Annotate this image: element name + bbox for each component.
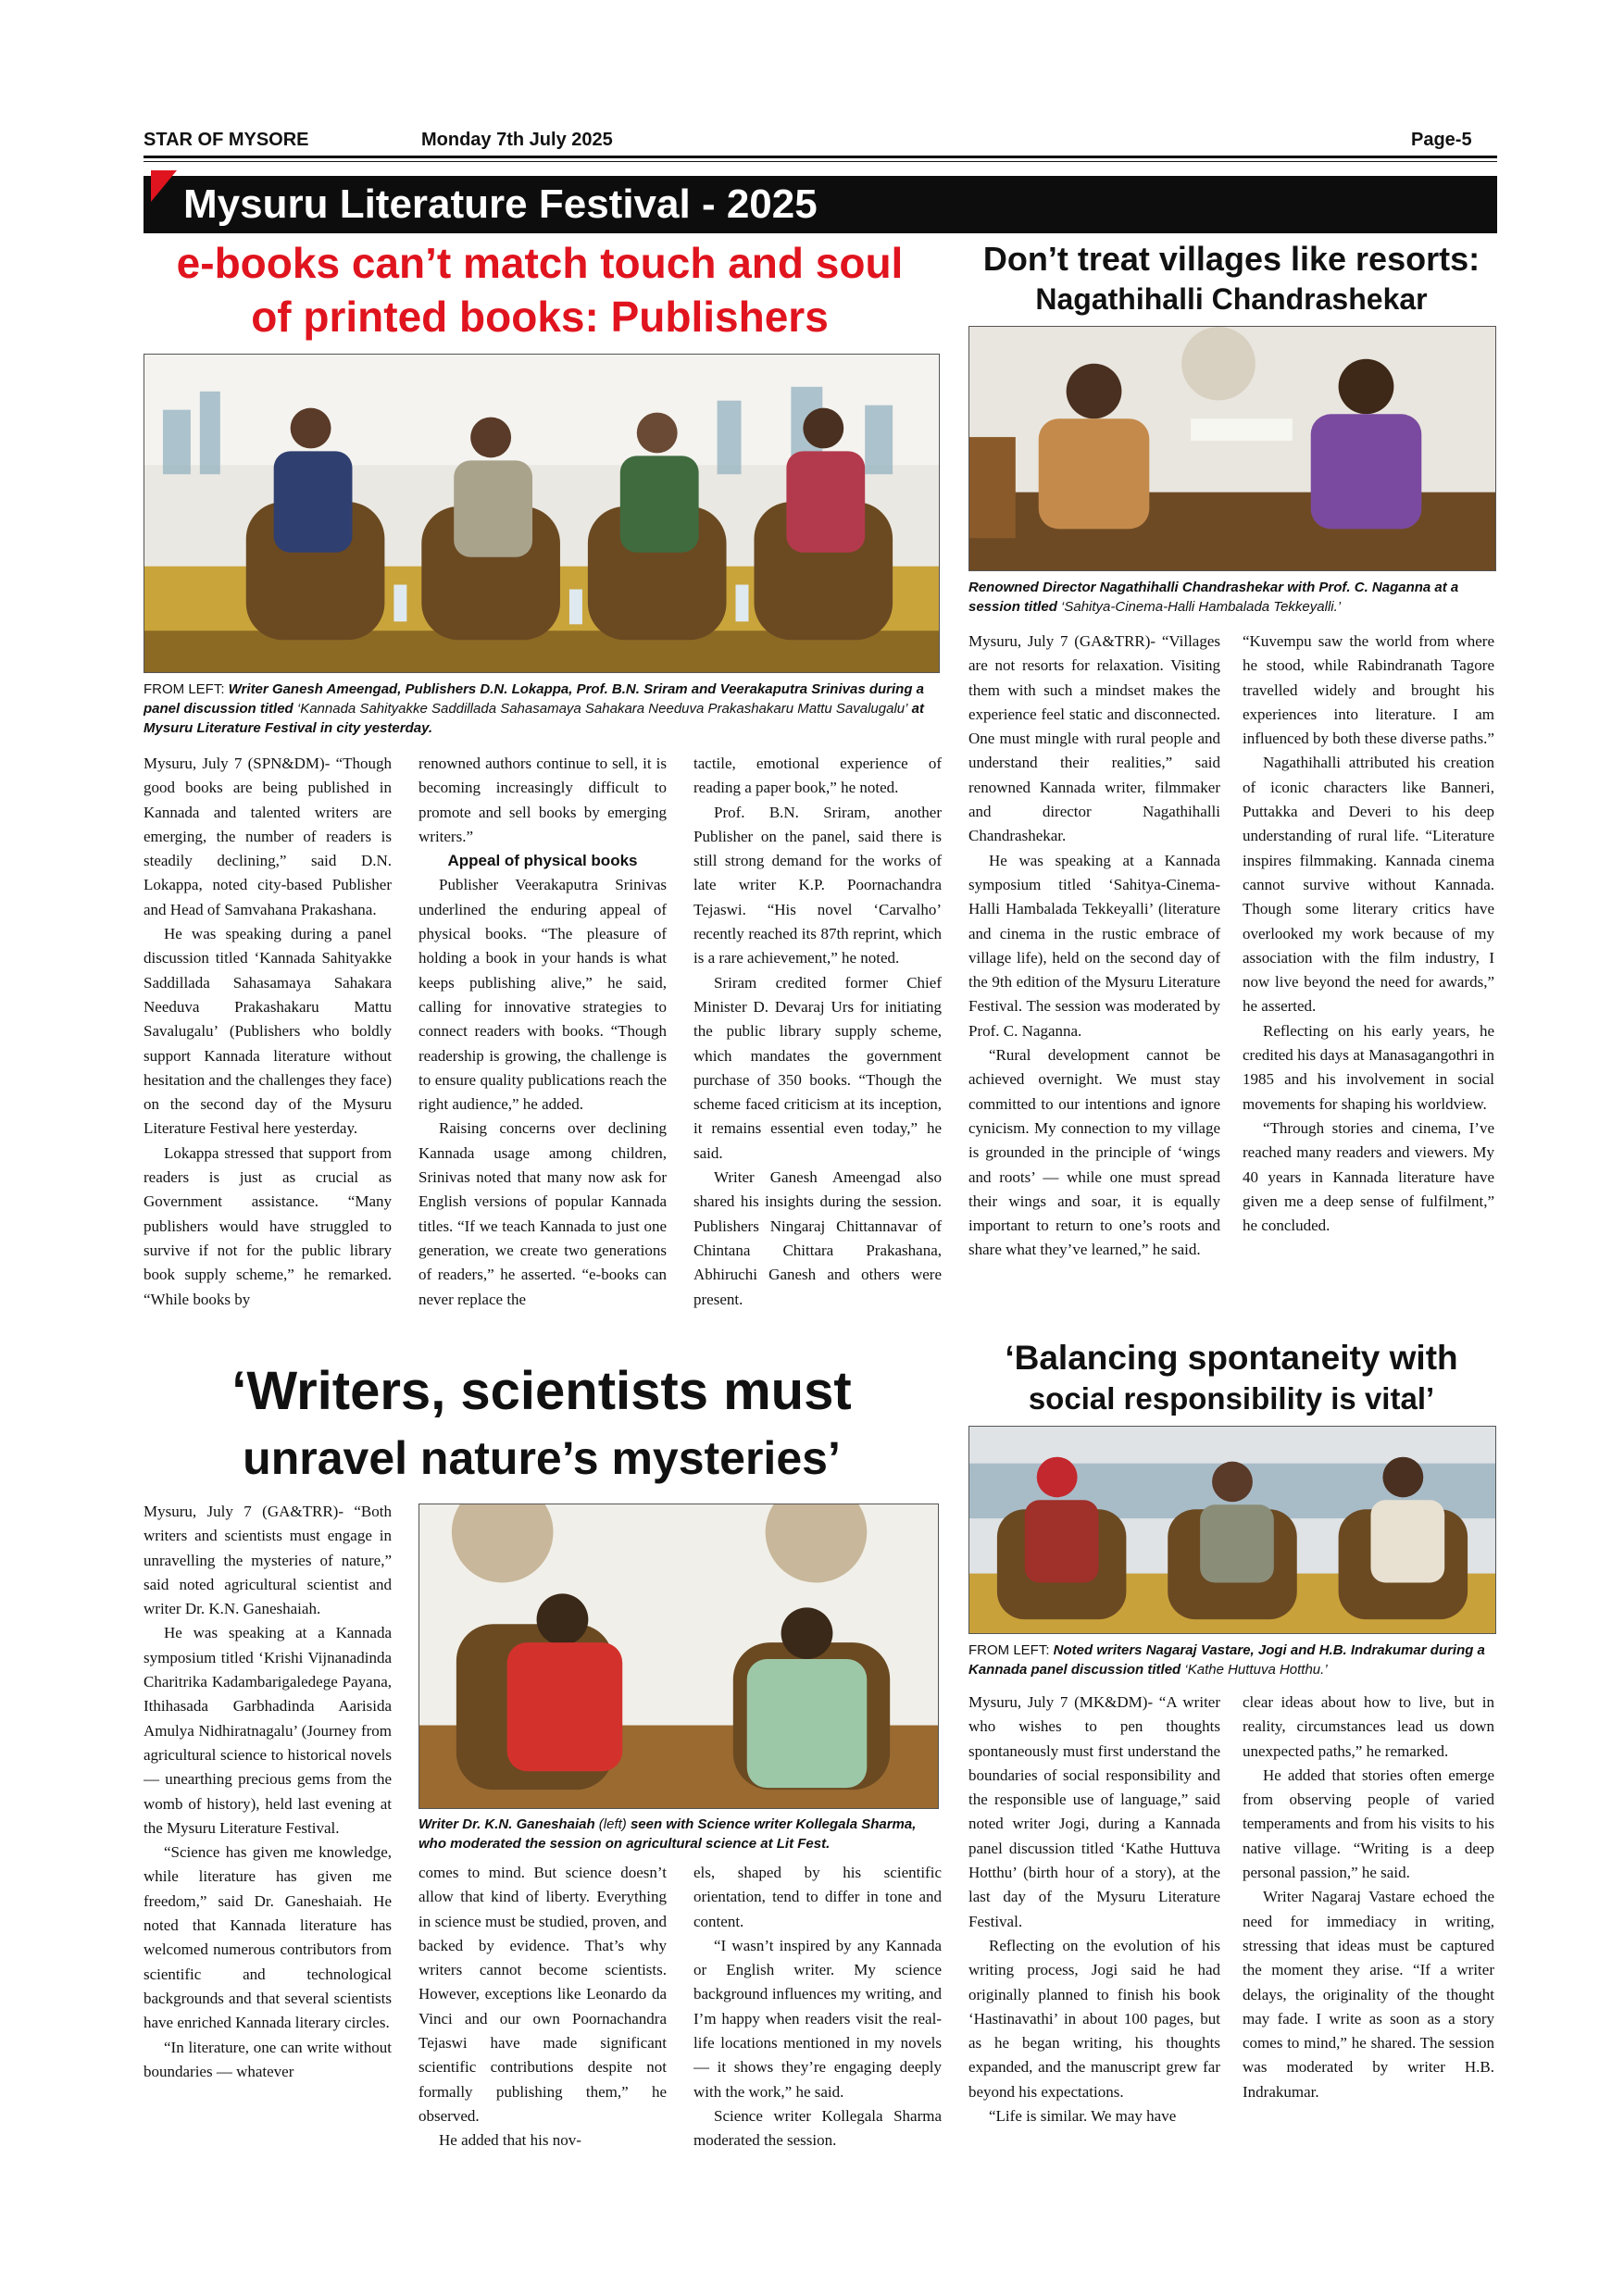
caption-text: Writer Dr. K.N. Ganeshaiah: [418, 1816, 599, 1832]
paragraph: Reflecting on his early years, he credited his days at Manasagangothri in 1985 and his involvement in social movements for shaping his worldview.: [1243, 1021, 1494, 1113]
story4-headline-line1: ‘Balancing spontaneity with: [1005, 1339, 1458, 1377]
caption-title: ‘Sahitya-Cinema-Halli Hambalada Tekkeyalli.’: [1061, 599, 1342, 615]
paragraph: He was speaking during a panel discussion titled ‘Kannada Sahityakke Saddillada Sahasamaya Sahakara Needuva Prakashakaru Mattu Savalugalu’ (Publishers who boldly support Kannada literature without hesitation and the challenges they face) on the second day of the Mysuru Literature Festival here yesterday.: [144, 925, 392, 1138]
paragraph: Nagathihalli attributed his creation of iconic characters like Banneri, Puttakka and Deveri to his deep understanding of rural life. “Literature inspires filmmaking. Kannada cinema cannot survive without Kannada. Though some literary critics have overlooked my work because of my association with the film industry, I now live beyond the need for awards,” he asserted.: [1243, 754, 1494, 1016]
masthead-rule: [144, 156, 1497, 158]
story1-column-3: [693, 752, 942, 1355]
caption-text: Renowned Director Nagathihalli Chandrashekar with Prof. C. Naganna at a session titled: [968, 580, 1459, 615]
paragraph: Reflecting on the evolution of his writing process, Jogi said he had originally planned to finish his book ‘Hastinavathi’ in about 100 pages, but as he began writing, his thoughts expanded, and the manuscript grew far beyond his expectations.: [968, 1936, 1220, 2101]
story2-headline-line1: Don’t treat villages like resorts:: [982, 240, 1480, 278]
caption-title: ‘Kathe Huttuva Hotthu.’: [1184, 1662, 1328, 1678]
paragraph: “I wasn’t inspired by any Kannada or English writer. My science background influences my writing, and I’m happy when readers visit the real-life locations mentioned in my novels — it shows they’re engaging deeply with the work,” he said.: [693, 1936, 942, 2101]
paragraph: He was speaking at a Kannada symposium titled ‘Sahitya-Cinema-Halli Hambalada Tekkeyalli’ (literature and cinema in the rustic embrace of village life), held on the second day of the 9th edition of the Mysuru Literature Festival. The session was moderated by Prof. C. Naganna.: [968, 851, 1220, 1040]
story1-headline-line1: e-books can’t match touch and soul: [176, 239, 904, 287]
paragraph: Prof. B.N. Sriram, another Publisher on the panel, said there is still strong demand for the works of late writer K.P. Poornachandra Tejaswi. “His novel ‘Carvalho’ recently reached its 87th reprint, which is a rare achievement,” he noted.: [693, 803, 942, 967]
story3-headline-line2: unravel nature’s mysteries’: [243, 1432, 841, 1484]
story3-caption: [418, 1815, 943, 1853]
caption-title: ‘Kannada Sahityakke Saddillada Sahasamaya Sahakara Needuva Prakashakaru Mattu Savalugalu’: [296, 701, 908, 717]
story2-caption: [968, 578, 1501, 617]
story3-column-1: [144, 1500, 392, 2185]
paragraph: “Science has given me knowledge, while literature has given me freedom,” said Dr. Ganeshaiah. He noted that Kannada literature has welcomed numerous contributors from scientific and technological backgrounds and that several scientists have enriched Kannada literary circles.: [144, 1843, 392, 2032]
caption-end: at Mysuru Literature Festival in city yesterday.: [144, 701, 924, 736]
story1-headline-line2: of printed books: Publishers: [251, 293, 829, 341]
caption-text-2: seen with Science writer Kollegala Sharma, who moderated the session on agricultural science at Lit Fest.: [418, 1816, 917, 1852]
story4-headline-line2: social responsibility is vital’: [1028, 1381, 1435, 1416]
section-title: Mysuru Literature Festival - 2025: [183, 181, 818, 227]
paper-name: STAR OF MYSORE: [144, 130, 309, 150]
paragraph: “Kuvempu saw the world from where he stood, while Rabindranath Tagore travelled widely and brought his experiences into literature. I am influenced by both these diverse paths.”: [1243, 632, 1494, 748]
paragraph: Mysuru, July 7 (GA&TRR)- “Villages are not resorts for relaxation. Visiting them with such a mindset makes the experience feel static and disconnected. One must mingle with rural people and understand their realities,” said renowned Kannada writer, filmmaker and director Nagathihalli Chandrashekar.: [968, 632, 1220, 845]
paragraph: He was speaking at a Kannada symposium titled ‘Krishi Vijnanadinda Charitrika Kadambarigaledege Payana, Ithihasada Garbhadinda Aarisida Amulya Nidhiratnagalu’ (Journey from agricultural science to historical novels — unearthing precious gems from the womb of history), held last evening at the Mysuru Literature Festival.: [144, 1624, 392, 1837]
story3-column-2: [418, 1861, 667, 2185]
subheading: Appeal of physical books: [447, 852, 638, 870]
paragraph: He added that his nov-: [439, 2131, 581, 2150]
paragraph: “Through stories and cinema, I’ve reached many readers and viewers. My 40 years in Kannada literature have given me a deep sense of fulfilment,” he concluded.: [1243, 1118, 1494, 1235]
story2-photo: [968, 326, 1496, 571]
paragraph: “In literature, one can write without boundaries — whatever: [144, 2038, 392, 2080]
paragraph: Mysuru, July 7 (SPN&DM)- “Though good books are being published in Kannada and talented writers are emerging, the number of readers is steadily declining,” said D.N. Lokappa, noted city-based Publisher and Head of Samvahana Prakashana.: [144, 755, 392, 918]
story4-column-2: [1243, 1691, 1494, 2185]
paragraph: Mysuru, July 7 (GA&TRR)- “Both writers and scientists must engage in unravelling the mysteries of nature,” said noted agricultural scientist and writer Dr. K.N. Ganeshaiah.: [144, 1503, 392, 1618]
paragraph: renowned authors continue to sell, it is becoming increasingly difficult to promote and sell books by emerging writers.”: [418, 755, 667, 845]
caption-names: Writer Ganesh Ameengad, Publishers D.N. Lokappa, Prof. B.N. Sriram and Veerakaputra Srinivas during a panel discussion titled: [144, 681, 924, 717]
story2-column-2: [1243, 630, 1494, 1331]
caption-lead: FROM LEFT:: [968, 1642, 1054, 1658]
paragraph: Writer Ganesh Ameengad also shared his insights during the session. Publishers Ningaraj Chittannavar of Chintana Chittara Prakashana, Abhiruchi Ganesh and others were present.: [693, 1168, 942, 1308]
story4-photo: [968, 1426, 1496, 1634]
caption-lead: FROM LEFT:: [144, 681, 229, 697]
paragraph: Writer Nagaraj Vastare echoed the need for immediacy in writing, stressing that ideas must be captured the moment they arise. “If a writer delays, the originality of the thought may fade. I write as soon as a story comes to mind,” he shared. The session was moderated by writer H.B. Indrakumar.: [1243, 1888, 1494, 2101]
banner-flag-icon: [151, 170, 177, 202]
paragraph: tactile, emotional experience of reading a paper book,” he noted.: [693, 755, 942, 797]
masthead-rule-thin: [144, 161, 1497, 162]
story1-column-1: [144, 752, 392, 1355]
paragraph: Raising concerns over declining Kannada usage among children, Srinivas noted that many now ask for English versions of popular Kannada titles. “If we teach Kannada to just one generation, we create two generations of readers,” he asserted. “e-books can never replace the: [418, 1119, 667, 1308]
paragraph: “Life is similar. We may have: [989, 2107, 1177, 2126]
story2-headline-line2: Nagathihalli Chandrashekar: [1035, 282, 1428, 316]
paragraph: clear ideas about how to live, but in reality, circumstances lead us down unexpected paths,” he remarked.: [1243, 1693, 1494, 1760]
page-number: Page-5: [1411, 130, 1472, 150]
story1-column-2: [418, 752, 667, 1355]
caption-names: Noted writers Nagaraj Vastare, Jogi and H.B. Indrakumar during a Kannada panel discussion titled: [968, 1642, 1485, 1678]
story3-headline-line1: ‘Writers, scientists must: [231, 1361, 852, 1421]
paragraph: Science writer Kollegala Sharma moderated the session.: [693, 2106, 942, 2150]
paragraph: Sriram credited former Chief Minister D. Devaraj Urs for initiating the public library supply scheme, which mandates the government purchase of 350 books. “Though the scheme faced criticism at its inception, it remains essential even today,” he said.: [693, 973, 942, 1162]
story3-photo: [418, 1504, 939, 1809]
story3-column-3: [693, 1861, 942, 2185]
paragraph: Publisher Veerakaputra Srinivas underlined the enduring appeal of physical books. “The pleasure of holding a book in your hands is what keeps publishing alive,” he said, calling for innovative strategies to connect readers with books. “Though readership is growing, the challenge is to ensure quality publications reach the right audience,” he added.: [418, 876, 667, 1114]
paragraph: els, shaped by his scientific orientation, tend to differ in tone and content.: [693, 1864, 942, 1930]
caption-left: (left): [598, 1816, 627, 1832]
paragraph: “Rural development cannot be achieved overnight. We must stay committed to our intentions and ignore cynicism. My connection to my village is grounded in the principle of ‘wings and roots’ — while one must spread their wings and soar, it is equally important to return to one’s roots and share what they’ve learned,” he said.: [968, 1046, 1220, 1259]
issue-date: Monday 7th July 2025: [421, 130, 613, 150]
paragraph: Lokappa stressed that support from readers is just as crucial as Government assistance. “Many publishers would have struggled to survive if not for the public library book supply scheme,” he remarked. “While books by: [144, 1143, 392, 1308]
paragraph: He added that stories often emerge from observing people of varied temperaments and from his visits to his native village. “Writing is a deep personal passion,” he said.: [1243, 1766, 1494, 1882]
story2-column-1: [968, 630, 1220, 1331]
story1-photo: [144, 354, 940, 673]
paragraph: Mysuru, July 7 (MK&DM)- “A writer who wishes to pen thoughts spontaneously must first understand the boundaries of social responsibility and the responsible use of language,” said noted writer Jogi, during a Kannada panel discussion titled ‘Kathe Huttuva Hotthu’ (birth hour of a story), at the last day of the Mysuru Literature Festival.: [968, 1693, 1220, 1930]
story1-caption: [144, 680, 940, 738]
paragraph: comes to mind. But science doesn’t allow that kind of liberty. Everything in science must be studied, proven, and backed by evidence. That’s why writers cannot become scientists. However, exceptions like Leonardo da Vinci and our own Poornachandra Tejaswi have made significant scientific contributions despite not formally publishing them,” he observed.: [418, 1864, 667, 2125]
story4-column-1: [968, 1691, 1220, 2185]
story4-caption: [968, 1641, 1501, 1679]
